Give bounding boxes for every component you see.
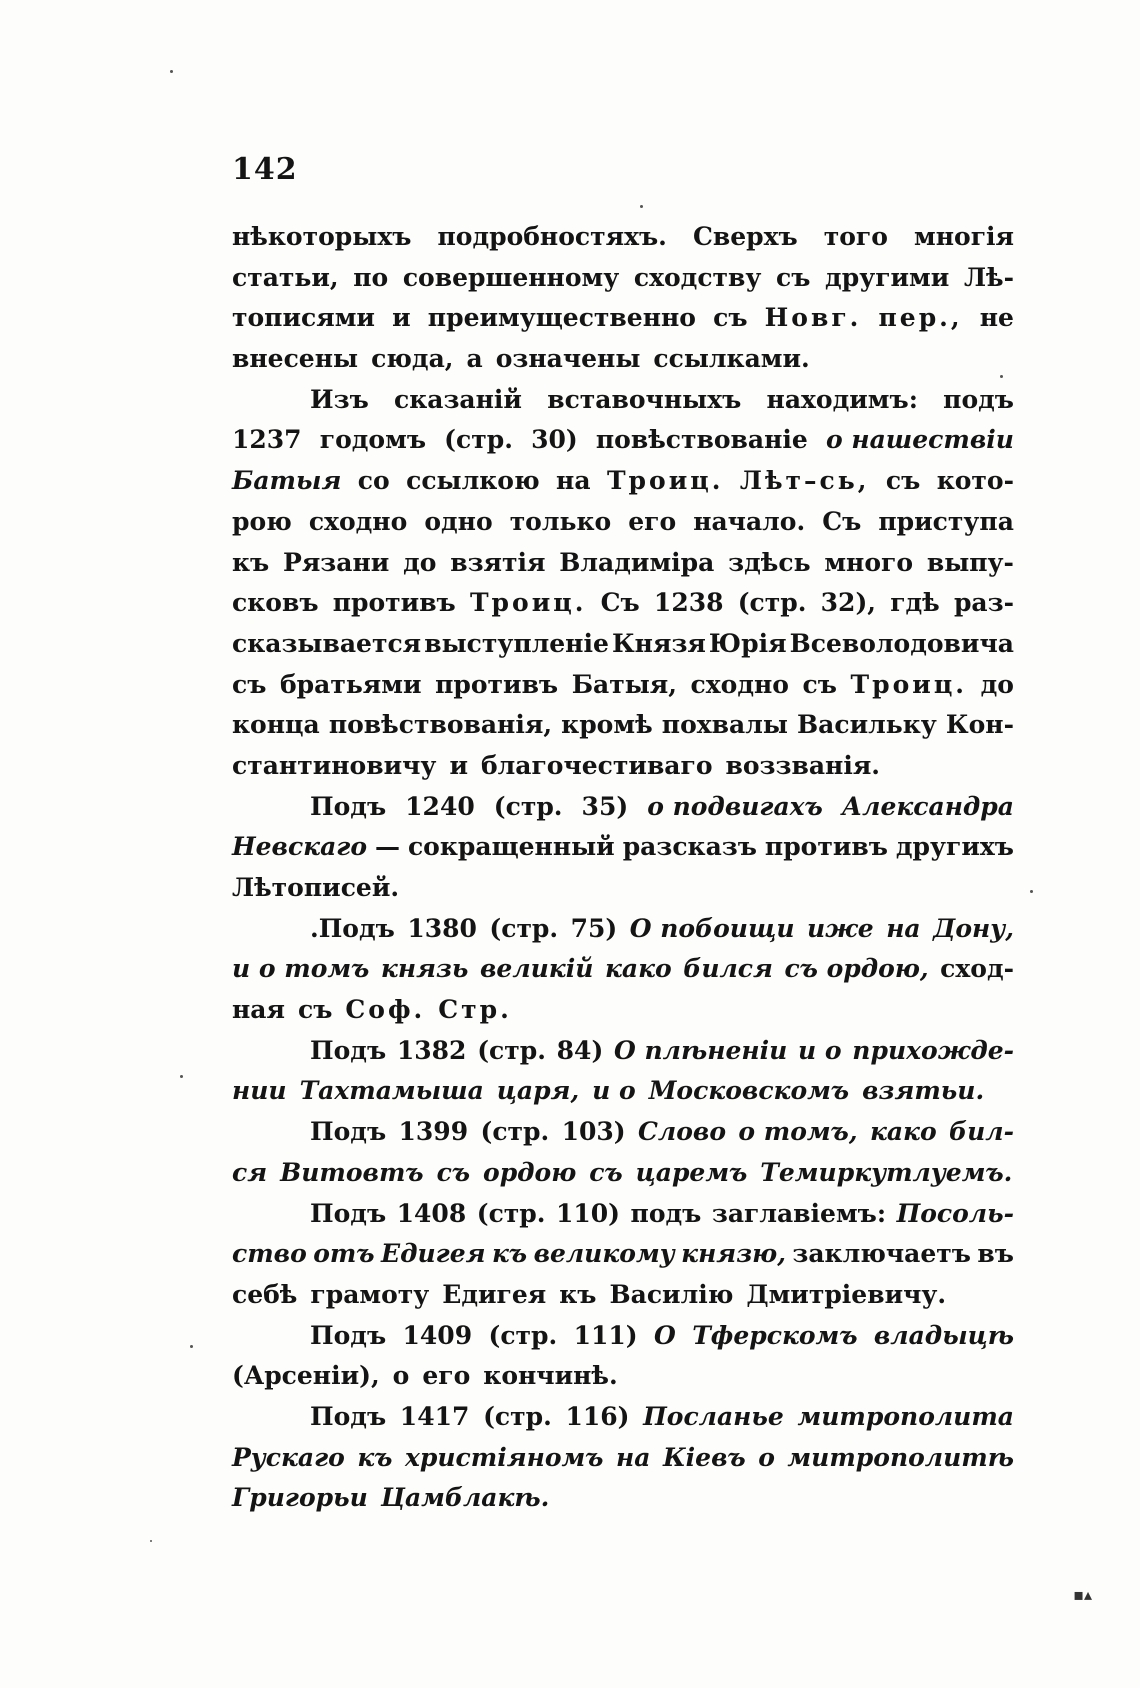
word: Батыя, xyxy=(571,669,677,699)
word: (стр. xyxy=(444,425,513,455)
text-line xyxy=(232,751,1014,792)
text-line xyxy=(232,995,1014,1036)
word: 103) xyxy=(561,1117,626,1147)
ink-smudge: ▪▴ xyxy=(1073,1585,1092,1604)
word: Троиц. xyxy=(850,669,967,699)
word: съ xyxy=(297,995,333,1025)
word: къ xyxy=(232,547,270,577)
word: 116) xyxy=(565,1401,630,1431)
word: О плѣненіи xyxy=(614,1035,788,1065)
word: Рязани xyxy=(283,547,390,577)
word: о томъ, xyxy=(738,1117,858,1147)
text-line xyxy=(232,629,1014,670)
word: христіяномъ xyxy=(404,1442,604,1472)
word: его xyxy=(628,506,677,536)
speck xyxy=(1000,375,1003,378)
word: выступленіе xyxy=(424,628,609,658)
word: нии xyxy=(232,1076,287,1106)
word: митрополитѣ xyxy=(787,1442,1014,1472)
word: 1240 xyxy=(405,791,475,821)
word: (стр. xyxy=(488,1320,558,1350)
word: (стр. xyxy=(483,1401,552,1431)
word: сковъ xyxy=(232,588,319,618)
word: кончинѣ. xyxy=(483,1361,618,1391)
word: другихъ xyxy=(895,832,1014,862)
word: владыцѣ xyxy=(873,1320,1014,1350)
word: по xyxy=(353,262,389,292)
word: Подъ xyxy=(310,1117,387,1147)
word: противъ xyxy=(764,832,888,862)
word: ссылкою xyxy=(406,466,540,496)
word: начало. xyxy=(693,506,806,536)
text-line xyxy=(232,1158,1014,1199)
word: здѣсь xyxy=(728,547,811,577)
word: Тахтамыша xyxy=(299,1076,484,1106)
text-line xyxy=(232,792,1014,833)
word: съ xyxy=(232,669,267,699)
word: (стр. xyxy=(489,913,559,943)
word: Невскаго xyxy=(232,832,368,862)
word: годомъ xyxy=(319,425,426,455)
word: раз- xyxy=(953,588,1014,618)
word: Московскомъ xyxy=(648,1076,850,1106)
word: противъ xyxy=(435,669,559,699)
speck xyxy=(1030,890,1033,893)
word: Кон- xyxy=(945,710,1014,740)
text-line xyxy=(232,344,1014,385)
word: — xyxy=(374,832,400,862)
word: о xyxy=(392,1361,410,1391)
word: сходству xyxy=(633,262,762,292)
word: бился xyxy=(683,954,773,984)
word: рою xyxy=(232,506,292,536)
word: Васильку xyxy=(797,710,937,740)
word: заглавіемъ: xyxy=(711,1198,887,1228)
word: его xyxy=(422,1361,471,1391)
word: стантиновичу xyxy=(232,750,437,780)
word: Съ xyxy=(600,588,640,618)
word: другими xyxy=(825,262,950,292)
word: а xyxy=(466,344,483,374)
word: Стр. xyxy=(438,995,512,1025)
word: къ xyxy=(357,1442,393,1472)
word: кото- xyxy=(936,466,1014,496)
word: находимъ: xyxy=(766,384,918,414)
text-line xyxy=(232,1239,1014,1280)
word: сходно xyxy=(308,506,408,536)
word: похвалы xyxy=(661,710,788,740)
word: воззванія. xyxy=(725,750,881,780)
speck xyxy=(150,1540,152,1542)
word: Всеволодовича xyxy=(789,628,1014,658)
word: многія xyxy=(914,222,1014,251)
word: Александра xyxy=(841,791,1014,821)
word: о подвигахъ xyxy=(647,791,823,821)
word: подробностяхъ. xyxy=(437,222,667,251)
word: и xyxy=(449,750,468,780)
word: ордою xyxy=(483,1157,577,1187)
text-line xyxy=(232,466,1014,507)
word: и о томъ xyxy=(232,954,370,984)
word: Дмитріевичу. xyxy=(746,1279,947,1309)
word: 84) xyxy=(556,1035,604,1065)
word: о xyxy=(758,1442,775,1472)
word: Витовтъ xyxy=(280,1157,424,1187)
text-line xyxy=(232,588,1014,629)
word: до xyxy=(403,547,437,577)
word: благочестиваго xyxy=(480,750,713,780)
word: Дону, xyxy=(933,913,1014,943)
word: много xyxy=(824,547,914,577)
word: О побоищи xyxy=(629,913,795,943)
text-line xyxy=(232,873,1014,914)
speck xyxy=(170,70,173,73)
word: съ xyxy=(776,262,811,292)
text-line xyxy=(232,1483,1014,1524)
word: подъ xyxy=(943,384,1014,414)
word: не xyxy=(979,303,1014,333)
text-line xyxy=(232,507,1014,548)
word: ная xyxy=(232,995,285,1025)
word: ство xyxy=(232,1239,307,1269)
text-line xyxy=(232,1361,1014,1402)
word: Троиц. xyxy=(606,466,724,496)
text-line xyxy=(232,425,1014,466)
word: Рускаго xyxy=(232,1442,345,1472)
word: тописями xyxy=(232,303,375,333)
word: (стр. xyxy=(737,588,807,618)
word: братьями xyxy=(279,669,422,699)
word: съ xyxy=(589,1157,623,1187)
word: 30) xyxy=(531,425,578,455)
word: (Арсеніи), xyxy=(232,1361,380,1391)
word: сокращенный xyxy=(407,832,615,862)
word: Соф. xyxy=(345,995,426,1025)
word: одно xyxy=(424,506,493,536)
word: и о xyxy=(592,1076,636,1106)
word: Изъ xyxy=(310,384,369,414)
word: Темиркутлуемъ. xyxy=(760,1157,1013,1187)
word: (стр. xyxy=(477,1035,546,1065)
word: означены xyxy=(495,344,641,374)
word: Лѣ- xyxy=(963,262,1014,292)
word: Подъ xyxy=(310,1401,387,1431)
speck xyxy=(190,1345,193,1348)
text-line xyxy=(232,954,1014,995)
word: Владиміра xyxy=(559,547,715,577)
text-line xyxy=(232,548,1014,589)
word: (стр. xyxy=(476,1198,546,1228)
word: Сверхъ xyxy=(692,222,798,251)
word: .Подъ xyxy=(310,913,395,943)
word: того xyxy=(823,222,888,251)
word: (стр. xyxy=(493,791,563,821)
text-line xyxy=(232,1076,1014,1117)
word: 1238 xyxy=(653,588,724,618)
word: митрополита xyxy=(797,1401,1014,1431)
word: съ xyxy=(885,466,921,496)
word: и xyxy=(392,303,411,333)
word: статьи, xyxy=(232,262,339,292)
word: 1417 xyxy=(399,1401,470,1431)
word: Григорьи xyxy=(232,1483,368,1513)
word: 1237 xyxy=(232,425,302,455)
word: до xyxy=(980,669,1014,699)
word: Троиц. xyxy=(469,588,587,618)
word: Василію xyxy=(609,1279,734,1309)
speck xyxy=(640,205,643,208)
page-text xyxy=(232,222,1014,1524)
word: князь xyxy=(380,954,469,984)
word: сказаній xyxy=(394,384,522,414)
word: противъ xyxy=(332,588,456,618)
word: како xyxy=(604,954,672,984)
word: на xyxy=(615,1442,651,1472)
word: Кіевъ xyxy=(662,1442,746,1472)
word: царя, xyxy=(496,1076,580,1106)
word: Подъ xyxy=(310,1320,387,1350)
word: въ xyxy=(977,1239,1014,1269)
text-line xyxy=(232,1402,1014,1443)
word: Подъ xyxy=(310,1198,387,1228)
word: прихожде- xyxy=(852,1035,1014,1065)
word: къ xyxy=(559,1279,597,1309)
word: съ xyxy=(436,1157,471,1187)
word: заключаетъ xyxy=(792,1239,971,1269)
word: на xyxy=(556,466,591,496)
word: ся xyxy=(232,1157,268,1187)
word: преимущественно xyxy=(427,303,696,333)
word: конца xyxy=(232,710,320,740)
text-line xyxy=(232,1321,1014,1362)
word: 1408 xyxy=(396,1198,467,1228)
text-line xyxy=(232,832,1014,873)
word: пер., xyxy=(878,303,963,333)
word: съ xyxy=(713,303,748,333)
word: Посоль- xyxy=(896,1198,1014,1228)
word: сход- xyxy=(940,954,1014,984)
word: сюда, xyxy=(371,344,454,374)
word: князю, xyxy=(681,1239,786,1269)
word: подъ xyxy=(630,1198,702,1228)
word: взятьи. xyxy=(862,1076,985,1106)
word: (стр. xyxy=(480,1117,550,1147)
word: кромѣ xyxy=(561,710,653,740)
word: великому xyxy=(533,1239,675,1269)
text-line xyxy=(232,1280,1014,1321)
word: повѣствованія, xyxy=(328,710,553,740)
text-line xyxy=(232,1117,1014,1158)
word: Батыя xyxy=(232,466,342,496)
word: царемъ xyxy=(635,1157,748,1187)
word: Подъ xyxy=(310,791,387,821)
word: великій xyxy=(480,954,594,984)
word: 1382 xyxy=(396,1035,467,1065)
speck xyxy=(180,1075,183,1078)
word: себѣ xyxy=(232,1279,298,1309)
word: со xyxy=(357,466,390,496)
word: бил- xyxy=(949,1117,1014,1147)
word: внесены xyxy=(232,344,359,374)
word: ссылками. xyxy=(653,344,810,374)
page-number: 142 xyxy=(232,152,298,187)
word: 110) xyxy=(556,1198,621,1228)
text-line xyxy=(232,263,1014,304)
word: сказывается xyxy=(232,628,422,658)
word: 1409 xyxy=(402,1320,473,1350)
word: Князя xyxy=(611,628,706,658)
text-line xyxy=(232,1036,1014,1077)
word: Едигея xyxy=(381,1239,486,1269)
word: 35) xyxy=(581,791,629,821)
word: Лѣтописей. xyxy=(232,873,400,902)
word: 1399 xyxy=(398,1117,469,1147)
word: отъ xyxy=(313,1239,375,1269)
word: нѣкоторыхъ xyxy=(232,222,412,251)
word: о нашествіи xyxy=(826,425,1014,455)
word: Новг. xyxy=(764,303,862,333)
text-line xyxy=(232,1443,1014,1484)
word: на xyxy=(886,913,921,943)
text-line xyxy=(232,914,1014,955)
word: сходно xyxy=(690,669,789,699)
word: только xyxy=(509,506,612,536)
word: Лѣт–сь, xyxy=(739,466,870,496)
word: Тферскомъ xyxy=(692,1320,858,1350)
word: 32), xyxy=(820,588,876,618)
word: иже xyxy=(806,913,874,943)
word: съ ордою, xyxy=(784,954,929,984)
word: Посланье xyxy=(643,1401,784,1431)
text-line xyxy=(232,385,1014,426)
word: О xyxy=(654,1320,676,1350)
word: како xyxy=(869,1117,937,1147)
text-line xyxy=(232,670,1014,711)
word: Едигея xyxy=(442,1279,547,1309)
word: повѣствованіе xyxy=(595,425,808,455)
word: съ xyxy=(802,669,837,699)
word: 1380 xyxy=(407,913,477,943)
word: разсказъ xyxy=(622,832,757,862)
word: Юрія xyxy=(708,628,787,658)
word: вставочныхъ xyxy=(547,384,742,414)
text-line xyxy=(232,303,1014,344)
word: Съ xyxy=(822,506,862,536)
word: гдѣ xyxy=(890,588,940,618)
text-line xyxy=(232,222,1014,263)
text-line xyxy=(232,1199,1014,1240)
word: Подъ xyxy=(310,1035,387,1065)
word: совершенному xyxy=(402,262,620,292)
word: 111) xyxy=(573,1320,638,1350)
text-line xyxy=(232,710,1014,751)
word: къ xyxy=(491,1239,528,1269)
word: грамоту xyxy=(310,1279,430,1309)
word: Цамблакѣ. xyxy=(380,1483,550,1513)
word: Слово xyxy=(638,1117,726,1147)
word: и о xyxy=(797,1035,842,1065)
word: выпу- xyxy=(926,547,1014,577)
word: 75) xyxy=(570,913,618,943)
word: приступа xyxy=(878,506,1014,536)
word: взятія xyxy=(450,547,546,577)
